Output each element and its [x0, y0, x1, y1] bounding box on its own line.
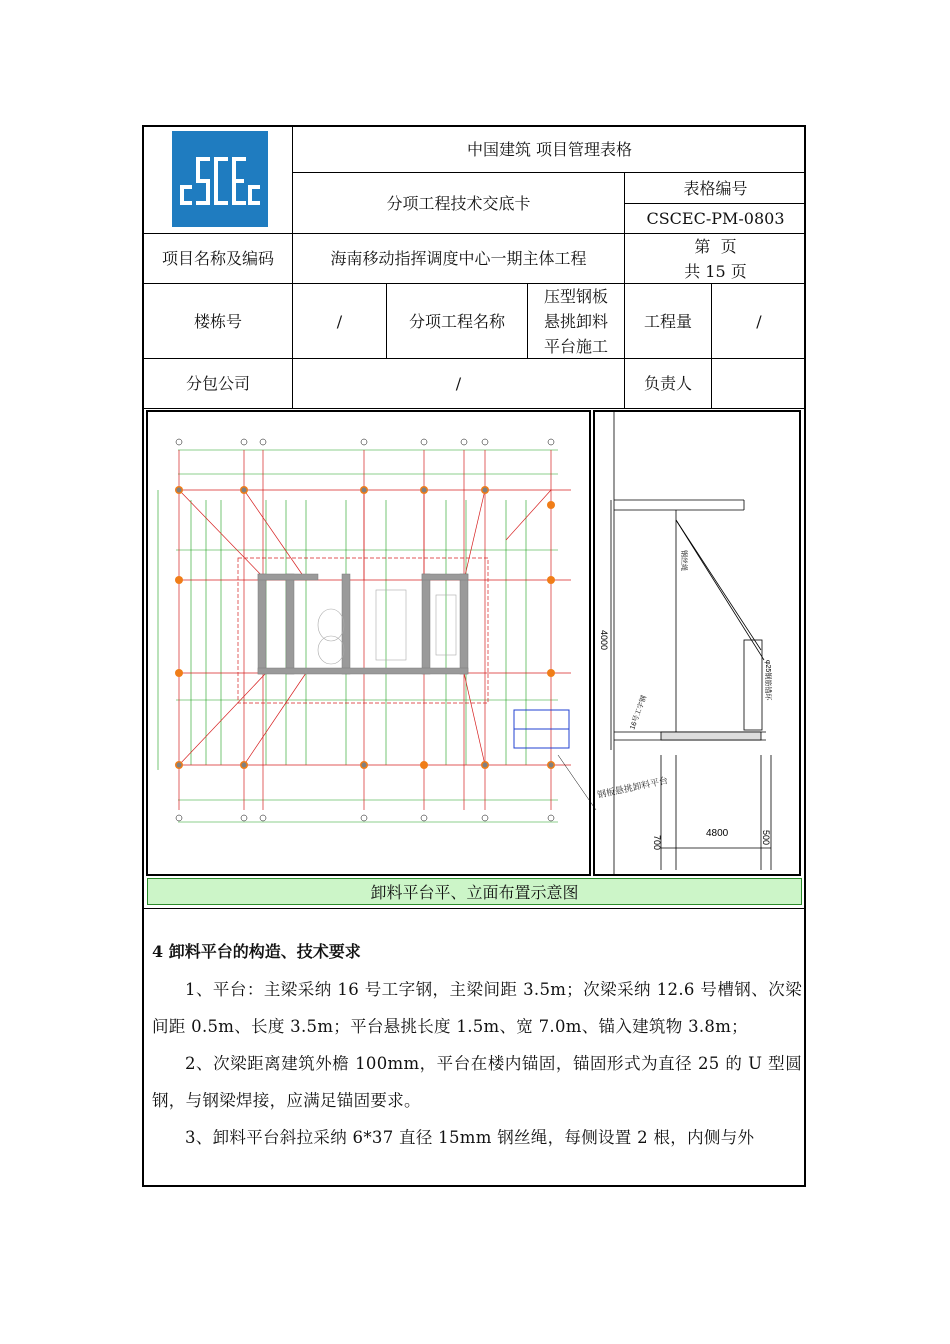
subproject-label: 分项工程名称 — [408, 311, 505, 331]
dim-4800: 4800 — [706, 828, 729, 839]
bottom-tag: 16号工字钢 — [629, 694, 649, 731]
responsible-value — [712, 359, 806, 408]
subcontractor-label: 分包公司 — [185, 374, 250, 393]
requirement-paragraph: 2、次梁距离建筑外檐 100mm，平台在楼内锚固，锚固形式为直径 25 的 U 型圆钢，与钢梁焊接，应满足锚固要求。 — [152, 1054, 802, 1110]
quantity-label: 工程量 — [643, 311, 692, 331]
dim-700: 700 — [652, 835, 662, 851]
company-form-title: 中国建筑 项目管理表格 — [466, 140, 633, 159]
project-name-label: 项目名称及编码 — [161, 249, 274, 268]
cscec-logo — [172, 131, 268, 227]
requirement-paragraph: 3、卸料平台斜拉采纳 6*37 直径 15mm 钢丝绳，每侧设置 2 根，内侧与外 — [185, 1128, 755, 1147]
section-heading: 4 卸料平台的构造、技术要求 — [152, 942, 361, 961]
page-indicator — [625, 234, 806, 283]
drawing-caption: 卸料平台平、立面布置示意图 — [147, 878, 802, 905]
form-name: 分项工程技术交底卡 — [386, 193, 531, 213]
left-tag: 钢丝绳 — [680, 550, 687, 571]
page-total: 共 15 页 — [684, 261, 747, 281]
technical-requirements-section — [152, 939, 802, 1156]
responsible-label: 负责人 — [643, 374, 692, 393]
platform-layout-drawing — [146, 410, 802, 878]
logo-mark — [178, 149, 262, 209]
page-number-label: 第 页 — [694, 236, 737, 256]
row-divider — [144, 908, 806, 909]
quantity-value: / — [756, 311, 762, 331]
dim-500: 500 — [761, 830, 771, 846]
row-divider — [144, 408, 806, 409]
technical-briefing-form — [142, 125, 806, 1187]
project-name-value: 海南移动指挥调度中心一期主体工程 — [330, 249, 587, 268]
subproject-value: 压型钢板悬挑卸料平台施工 — [543, 286, 608, 356]
requirement-paragraph: 1、平台：主梁采纳 16 号工字钢，主梁间距 3.5m；次梁采纳 12.6 号槽钢、次梁间距 0.5m、长度 3.5m；平台悬挑长度 1.5m、宽 7.0m、锚入建筑物 3.8m； — [152, 980, 802, 1036]
form-number-label: 表格编号 — [683, 178, 748, 198]
height-dim: 4000 — [599, 630, 609, 651]
subcontractor-value: / — [455, 374, 462, 393]
right-tag: φ25钢筋锚环 — [764, 660, 771, 701]
building-value: / — [336, 311, 343, 331]
form-number: CSCEC-PM-0803 — [646, 209, 785, 228]
building-label: 楼栋号 — [193, 311, 242, 331]
platform-label: 钢板悬挑卸料平台 — [596, 775, 669, 800]
